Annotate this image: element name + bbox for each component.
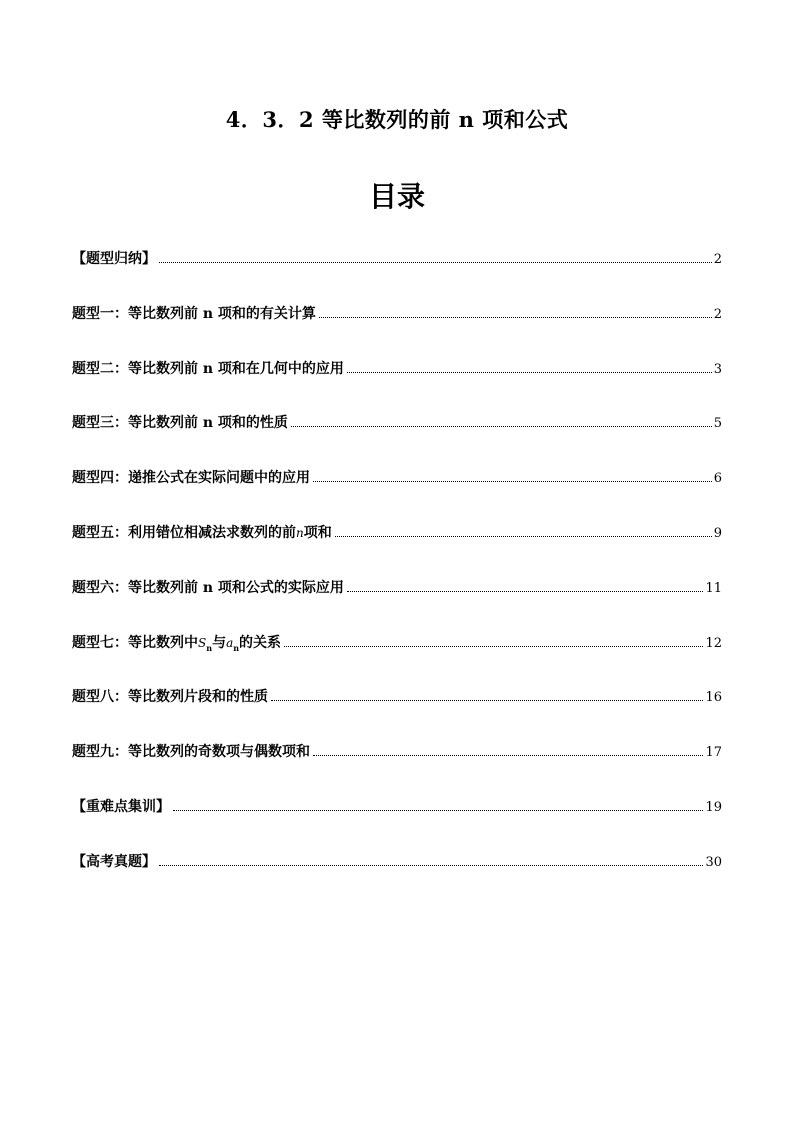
- toc-entry-type-9[interactable]: [72, 741, 722, 796]
- toc-page-number: 12: [705, 635, 722, 651]
- toc-label-after: 项和: [303, 524, 332, 541]
- toc-dot-leader: [347, 372, 712, 373]
- toc-entry-label: [72, 522, 332, 542]
- toc-entry-type-5[interactable]: [72, 522, 722, 577]
- toc-dot-leader: [159, 262, 712, 263]
- toc-entry-type-2[interactable]: [72, 358, 722, 413]
- toc-dot-leader: [173, 810, 703, 811]
- toc-dot-leader: [319, 317, 712, 318]
- toc-page-number: 5: [713, 416, 722, 432]
- toc-dot-leader: [347, 591, 704, 592]
- toc-page-number: 16: [705, 690, 722, 706]
- document-title: 4．3．2 等比数列的前 n 项和公式: [225, 107, 569, 132]
- toc-label-after: 的关系: [239, 634, 282, 651]
- toc-entry-label: 题型二：等比数列前 n 项和在几何中的应用: [72, 360, 344, 377]
- toc-dot-leader: [313, 481, 712, 482]
- math-subscript-n: n: [233, 642, 240, 653]
- math-variable-n: n: [296, 525, 304, 540]
- toc-page-number: 11: [705, 580, 722, 596]
- toc-page-number: 19: [705, 799, 722, 815]
- toc-entry-label: [72, 632, 281, 653]
- toc-dot-leader: [291, 426, 712, 427]
- toc-label-mid: 与: [212, 634, 227, 651]
- toc-label-before: 题型七：等比数列中: [72, 634, 198, 651]
- toc-entry-label: 题型一：等比数列前 n 项和的有关计算: [72, 305, 316, 322]
- toc-entry-type-6[interactable]: [72, 577, 722, 632]
- toc-entry-label: 【题型归纳】: [72, 251, 156, 267]
- toc-entry-exam-questions[interactable]: [72, 851, 722, 906]
- toc-entry-label: 题型九：等比数列的奇数项与偶数项和: [72, 744, 310, 761]
- toc-page-number: 9: [713, 525, 722, 541]
- toc-heading: 目录: [368, 180, 425, 213]
- math-variable-a: a: [226, 635, 234, 650]
- toc-entry-label: 【高考真题】: [72, 853, 156, 870]
- toc-dot-leader: [159, 865, 703, 866]
- toc-dot-leader: [313, 755, 703, 756]
- toc-dot-leader: [271, 700, 703, 701]
- table-of-contents: [72, 248, 722, 906]
- toc-dot-leader: [335, 536, 712, 537]
- toc-entry-label: 【重难点集训】: [72, 798, 170, 815]
- toc-entry-label: 题型八：等比数列片段和的性质: [72, 689, 268, 706]
- toc-entry-question-types[interactable]: [72, 248, 722, 303]
- toc-page-number: 30: [705, 854, 722, 870]
- math-variable-s: S: [198, 635, 207, 650]
- math-subscript-n: n: [206, 642, 213, 653]
- toc-page-number: 2: [713, 252, 722, 267]
- toc-entry-type-8[interactable]: [72, 686, 722, 741]
- toc-entry-label: 题型三：等比数列前 n 项和的性质: [72, 415, 288, 432]
- toc-entry-type-7[interactable]: [72, 632, 722, 687]
- toc-page-number: 6: [713, 471, 722, 487]
- toc-page-number: 17: [705, 745, 722, 761]
- toc-entry-type-3[interactable]: [72, 412, 722, 467]
- toc-dot-leader: [284, 646, 703, 647]
- toc-label-before: 题型五：利用错位相减法求数列的前: [72, 524, 296, 541]
- toc-entry-key-training[interactable]: [72, 796, 722, 851]
- toc-page-number: 3: [713, 361, 722, 377]
- toc-page-number: 2: [713, 306, 722, 322]
- toc-entry-label: 题型四：递推公式在实际问题中的应用: [72, 470, 310, 487]
- toc-entry-type-1[interactable]: [72, 303, 722, 358]
- toc-entry-label: 题型六：等比数列前 n 项和公式的实际应用: [72, 579, 344, 596]
- toc-entry-type-4[interactable]: [72, 467, 722, 522]
